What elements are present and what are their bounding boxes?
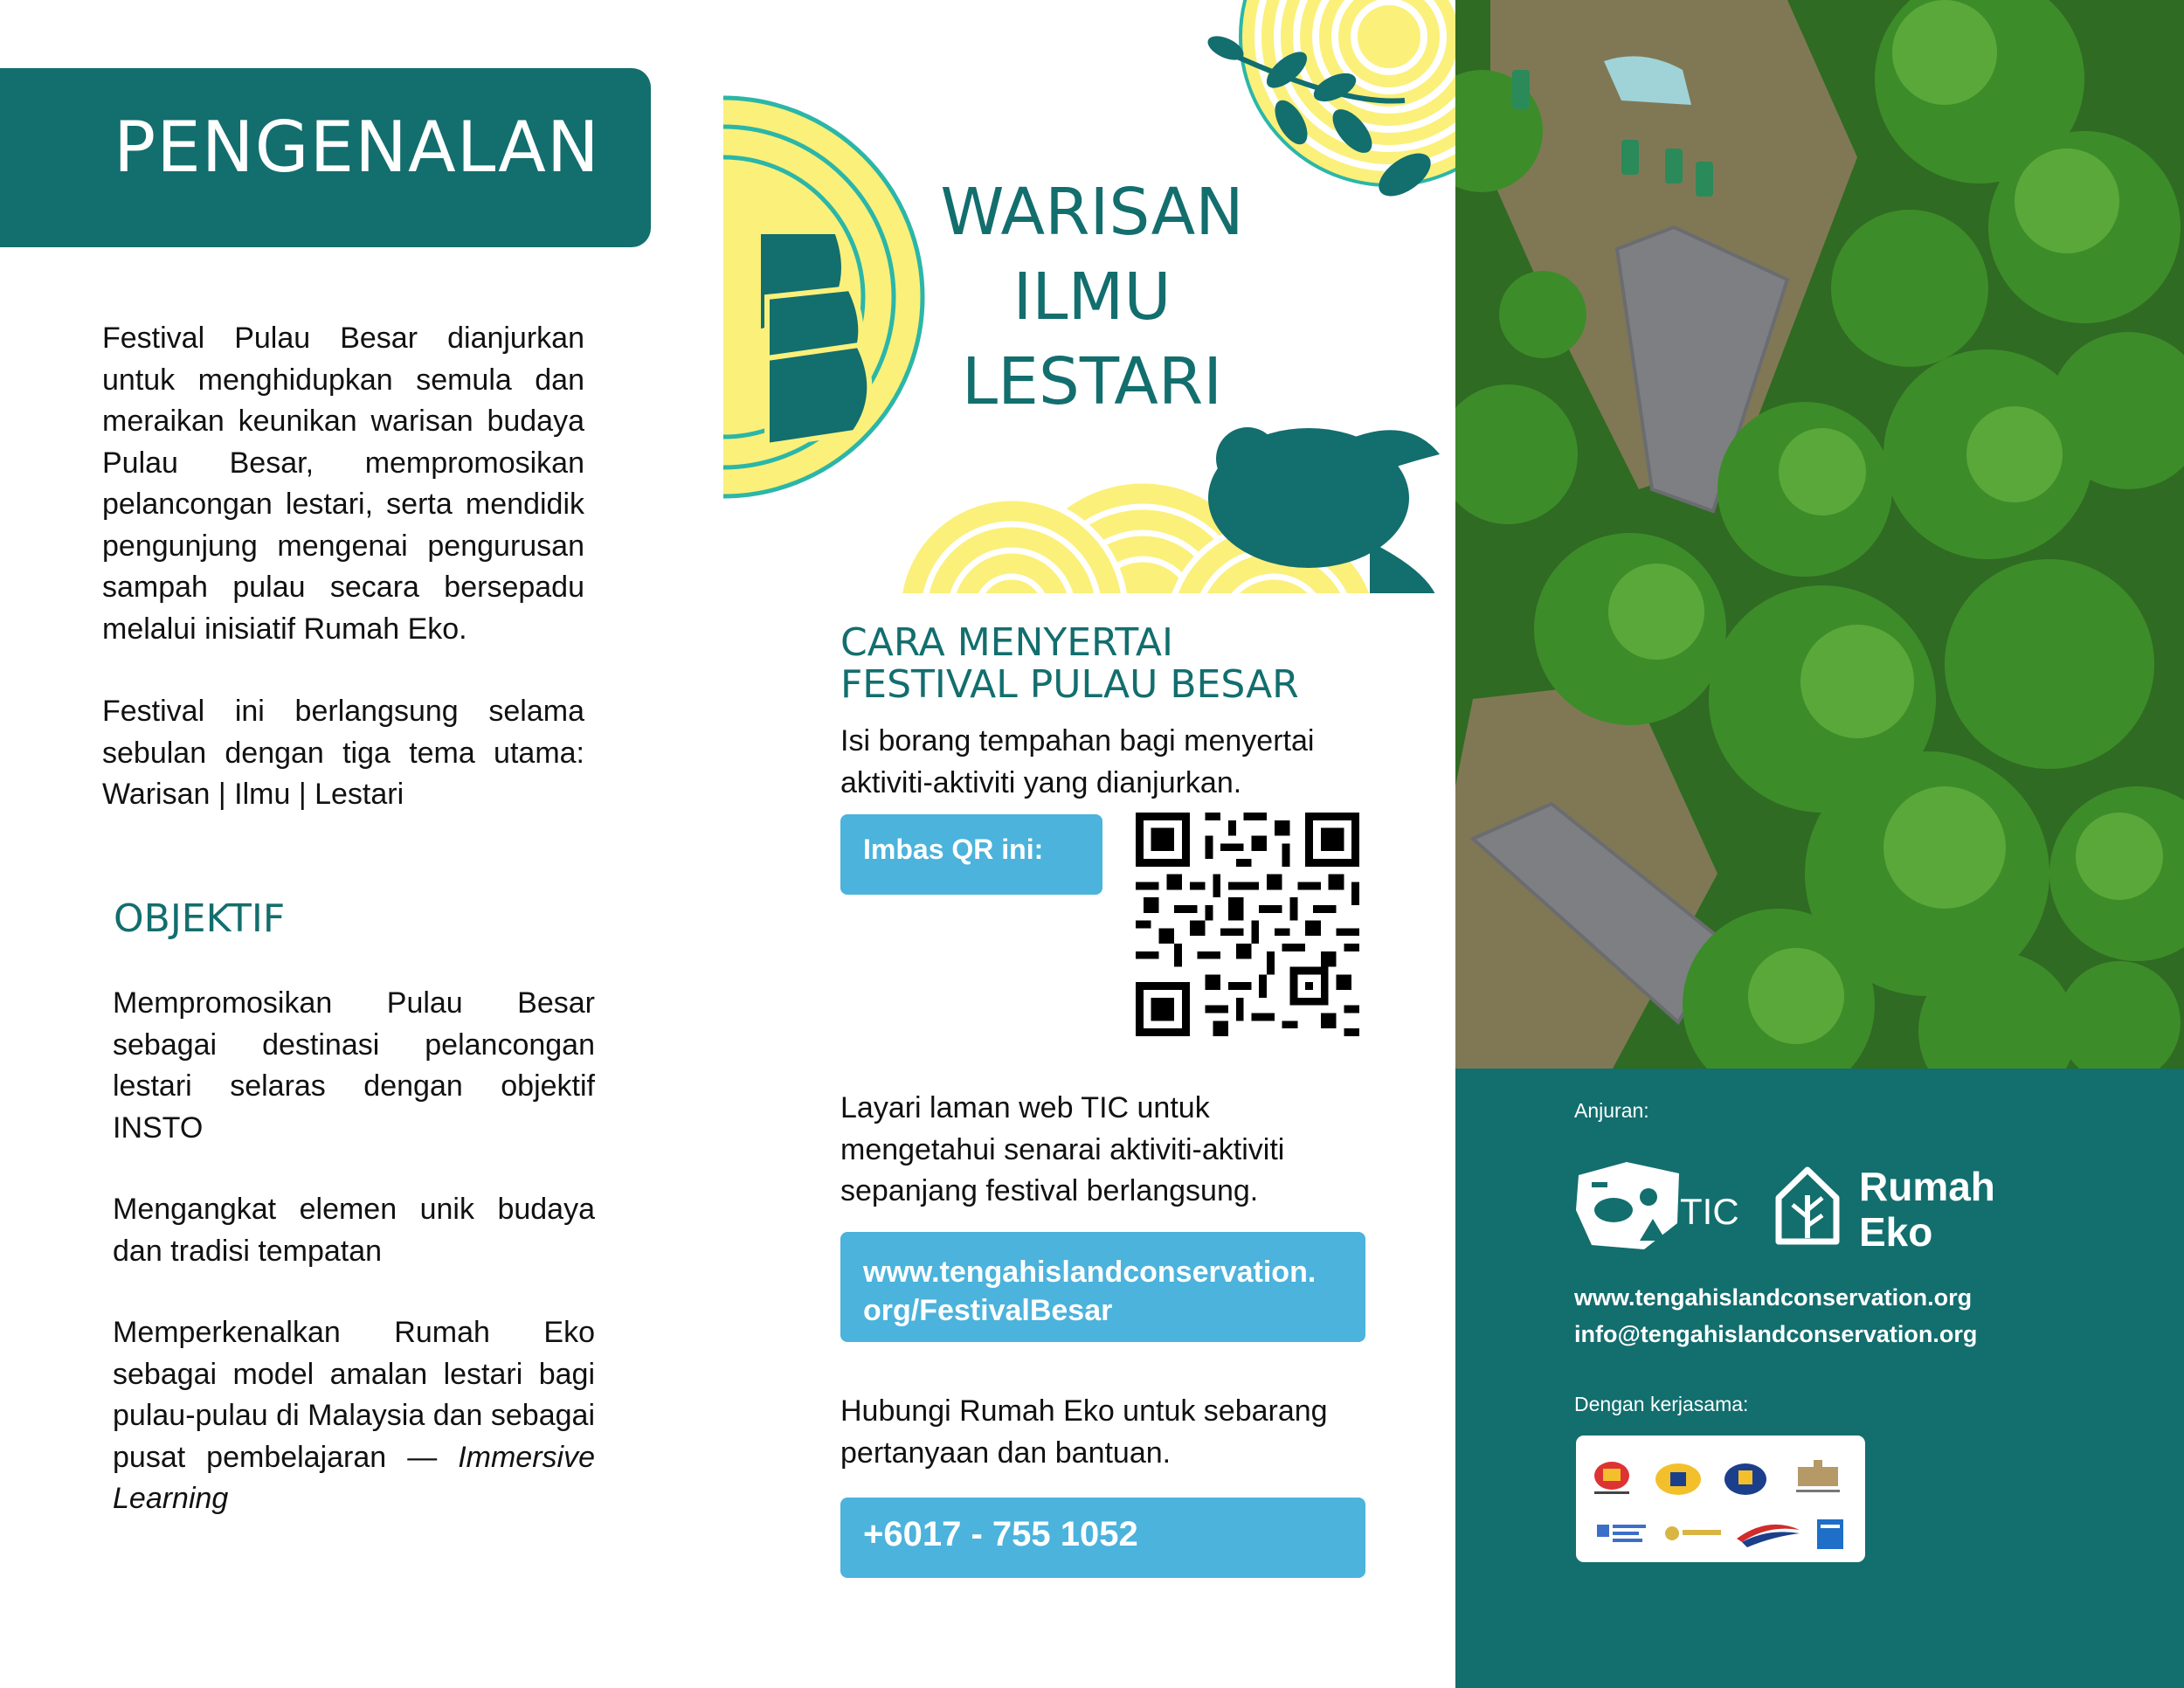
rumah-eko-logo-text [1859, 1164, 1995, 1255]
footer-email-link[interactable]: info@tengahislandconservation.org [1574, 1321, 1978, 1347]
intro-paragraph: Festival ini berlangsung selama sebulan dengan tiga tema utama: Warisan | Ilmu | Lestari [102, 695, 584, 811]
scan-qr-label: Imbas QR ini: [840, 814, 1102, 895]
objective-item: Mengangkat elemen unik budaya dan tradisi tempatan [113, 1193, 595, 1268]
url-line: org/FestivalBesar [863, 1294, 1113, 1327]
intro-paragraph: Festival Pulau Besar dianjurkan untuk menghidupkan semula dan meraikan keunikan warisan budaya Pulau Besar, mempromosikan pelancongan lestari, serta mendidik pengunjung mengenai pengurusan sampah pulau secara bersepadu melalui inisiatif Rumah Eko. [102, 322, 584, 646]
the-habitat-logo-icon [1663, 1519, 1724, 1549]
partner-logos-box [1576, 1435, 1865, 1562]
tic-logo-text: TIC [1680, 1191, 1739, 1232]
objektif-heading: OBJEKTIF [114, 896, 286, 941]
contact-description: Hubungi Rumah Eko untuk sebarang pertanyaan dan bantuan. [840, 1394, 1328, 1470]
title-line: ILMU [1013, 259, 1171, 335]
qr-code-icon[interactable] [1136, 813, 1359, 1036]
state-crest-icon [1651, 1456, 1705, 1498]
aerial-island-photo [1455, 0, 2184, 1069]
main-title [874, 170, 1310, 425]
phone-number-link[interactable]: +6017 - 755 1052 [840, 1498, 1365, 1578]
objective-item [113, 1312, 595, 1520]
web-description: Layari laman web TIC untuk mengetahui senarai aktiviti-aktiviti sepanjang festival berlangsung. [840, 1091, 1285, 1207]
ministry-crest-icon [1590, 1458, 1634, 1497]
johor-crest-icon [1721, 1456, 1770, 1498]
intro-title: PENGENALAN [114, 107, 600, 188]
anjuran-label: Anjuran: [1574, 1099, 1649, 1122]
ferry-line-logo-icon [1733, 1512, 1803, 1551]
rumah-eko-line: Eko [1859, 1209, 1933, 1255]
rumah-eko-tree-icon [1770, 1165, 1845, 1249]
url-line: www.tengahislandconservation. [863, 1256, 1317, 1289]
objective-italic-text: Immersive Learning [113, 1440, 595, 1515]
title-line: LESTARI [961, 344, 1223, 419]
tourism-johor-logo-icon [1787, 1458, 1849, 1497]
footer-website-link[interactable]: www.tengahislandconservation.org [1574, 1284, 1973, 1311]
kerjasama-label: Dengan kerjasama: [1574, 1393, 1749, 1415]
rumah-eko-line: Rumah [1859, 1164, 1995, 1209]
footer-panel [1455, 1069, 2184, 1688]
undp-logo-icon [1812, 1519, 1850, 1549]
howto-description: Isi borang tempahan bagi menyertai aktiviti-aktiviti yang dianjurkan. [840, 724, 1315, 799]
title-line: WARISAN [940, 175, 1244, 250]
howto-heading [840, 622, 1299, 706]
festival-url-link[interactable] [840, 1232, 1365, 1342]
objective-item: Mempromosikan Pulau Besar sebagai destinasi pelancongan lestari selaras dengan objektif INSTO [113, 986, 595, 1145]
sustainable-tourism-logo-icon [1595, 1519, 1649, 1549]
howto-heading-line: FESTIVAL PULAU BESAR [840, 662, 1299, 707]
howto-heading-line: CARA MENYERTAI [840, 620, 1173, 665]
objective-text: Memperkenalkan Rumah Eko sebagai model amalan lestari bagi pulau-pulau di Malaysia dan sebagai pusat pembelajaran — [113, 1316, 595, 1474]
